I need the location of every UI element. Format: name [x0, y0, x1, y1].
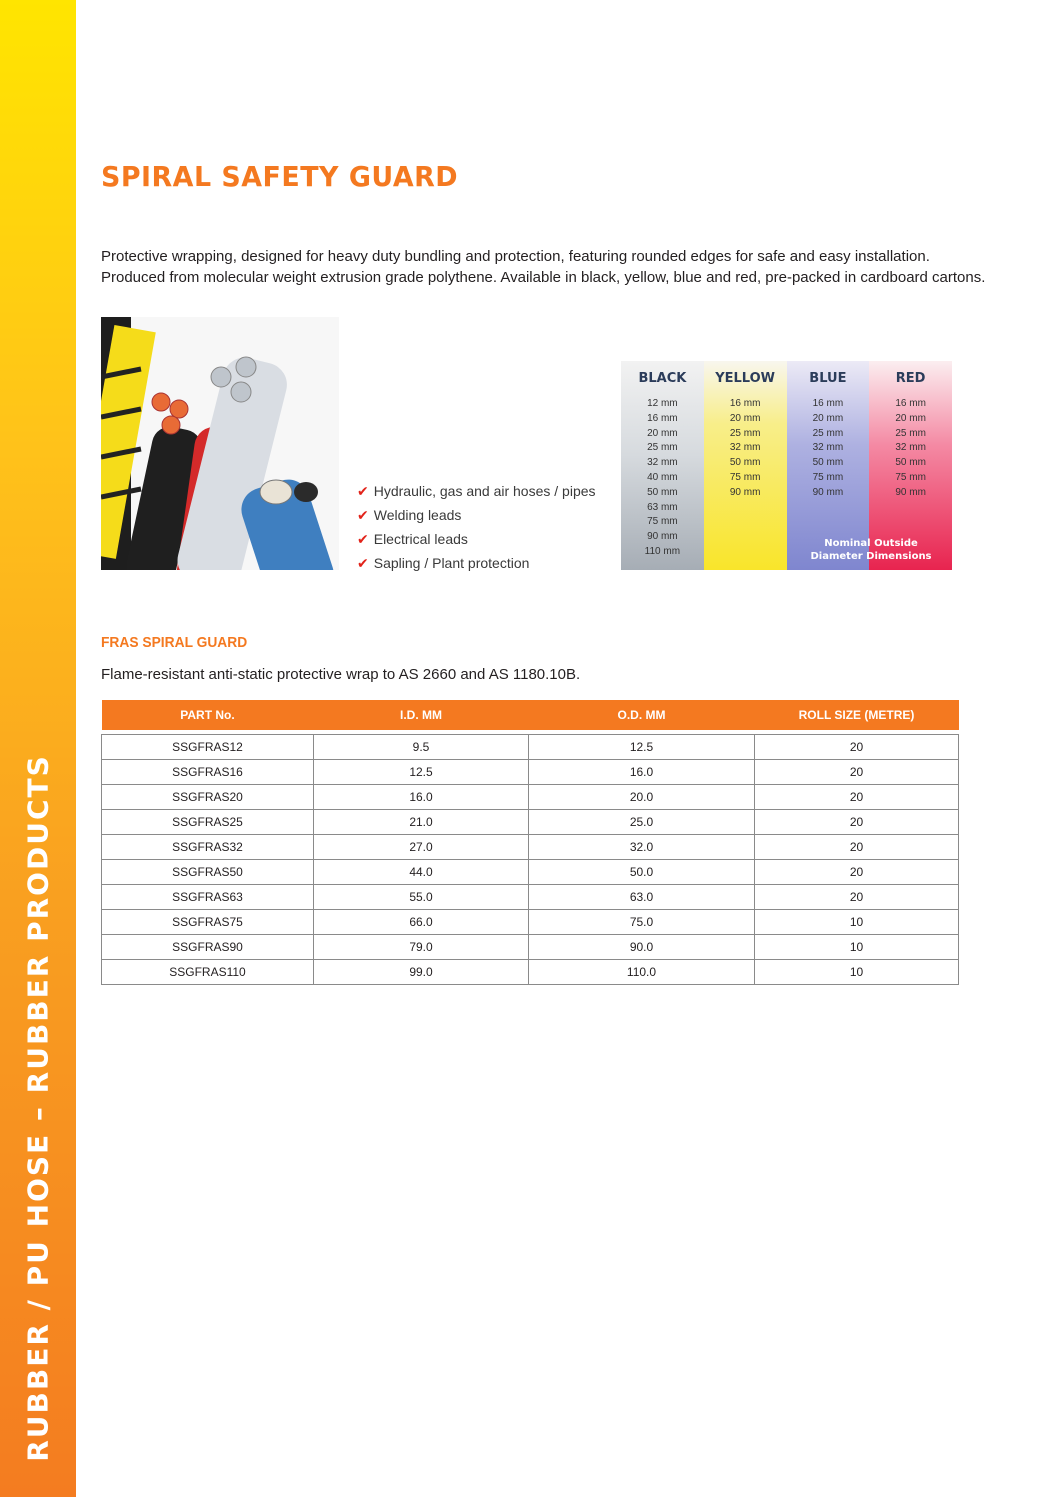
- checkmark-icon: ✔: [357, 507, 369, 523]
- od-cell: 32.0: [529, 835, 755, 860]
- size-list: [895, 397, 926, 501]
- note-line: Nominal Outside: [824, 538, 918, 549]
- roll-size-cell: 20: [755, 885, 959, 910]
- list-item: [357, 479, 596, 503]
- column-header: ROLL SIZE (METRE): [755, 700, 959, 730]
- part-number-cell: SSGFRAS12: [102, 735, 314, 760]
- size-value: 32 mm: [729, 442, 761, 454]
- table-row: [102, 835, 959, 860]
- spiral-guard-illustration: [101, 317, 339, 570]
- size-value: 75 mm: [812, 471, 844, 483]
- part-number-cell: SSGFRAS110: [102, 960, 314, 985]
- id-cell: 44.0: [314, 860, 529, 885]
- id-cell: 27.0: [314, 835, 529, 860]
- list-item: [357, 527, 596, 551]
- size-value: 25 mm: [647, 442, 678, 454]
- od-cell: 16.0: [529, 760, 755, 785]
- table-row: [102, 935, 959, 960]
- size-value: 20 mm: [812, 412, 844, 424]
- size-value: 16 mm: [729, 398, 761, 409]
- checkmark-icon: ✔: [357, 531, 369, 547]
- column-header: I.D. MM: [314, 700, 529, 730]
- list-item: [357, 551, 596, 575]
- part-number-cell: SSGFRAS32: [102, 835, 314, 860]
- color-column-black: [621, 361, 704, 570]
- side-banner-text: RUBBER / PU HOSE – RUBBER PRODUCTS: [21, 754, 55, 1462]
- note-line: Diameter Dimensions: [810, 551, 932, 562]
- part-number-cell: SSGFRAS20: [102, 785, 314, 810]
- table-row: [102, 885, 959, 910]
- table-row: [102, 810, 959, 835]
- intro-line-1: Protective wrapping, designed for heavy duty bundling and protection, featuring rounded edges for safe and easy installation.: [101, 248, 930, 265]
- size-value: 90 mm: [647, 531, 678, 543]
- list-item-label: Sapling / Plant protection: [373, 555, 530, 571]
- roll-size-cell: 10: [755, 960, 959, 985]
- product-photo: [101, 317, 339, 570]
- id-cell: 79.0: [314, 935, 529, 960]
- roll-size-cell: 20: [755, 860, 959, 885]
- list-item-label: Hydraulic, gas and air hoses / pipes: [373, 483, 596, 499]
- list-item-label: Electrical leads: [373, 531, 468, 547]
- roll-size-cell: 20: [755, 835, 959, 860]
- size-list: [813, 397, 844, 501]
- size-list: [730, 397, 761, 501]
- section-description: Flame-resistant anti-static protective wrap to AS 2660 and AS 1180.10B.: [101, 666, 581, 683]
- table-row: [102, 960, 959, 985]
- size-value: 25 mm: [895, 427, 926, 439]
- id-cell: 21.0: [314, 810, 529, 835]
- size-value: 75 mm: [895, 471, 926, 483]
- od-cell: 110.0: [529, 960, 755, 985]
- intro-text: [101, 246, 986, 288]
- section-title: FRAS SPIRAL GUARD: [101, 634, 248, 651]
- size-value: 32 mm: [895, 442, 926, 454]
- size-value: 25 mm: [729, 427, 761, 439]
- od-cell: 20.0: [529, 785, 755, 810]
- roll-size-cell: 10: [755, 910, 959, 935]
- list-item-label: Welding leads: [373, 507, 462, 523]
- size-value: 75 mm: [647, 516, 678, 528]
- intro-line-2: Produced from molecular weight extrusion grade polythene. Available in black, yellow, blue and red, pre-packed in cardboard cartons.: [101, 269, 986, 286]
- size-value: 75 mm: [729, 471, 761, 483]
- od-cell: 63.0: [529, 885, 755, 910]
- size-value: 20 mm: [729, 412, 761, 424]
- size-value: 20 mm: [895, 412, 926, 424]
- id-cell: 12.5: [314, 760, 529, 785]
- color-chart-note: [790, 537, 952, 563]
- table-row: [102, 760, 959, 785]
- side-banner: [0, 0, 76, 1497]
- table-header-row: [102, 700, 959, 730]
- size-value: 40 mm: [647, 471, 678, 483]
- part-number-cell: SSGFRAS75: [102, 910, 314, 935]
- roll-size-cell: 10: [755, 935, 959, 960]
- id-cell: 99.0: [314, 960, 529, 985]
- size-value: 16 mm: [647, 412, 678, 424]
- roll-size-cell: 20: [755, 735, 959, 760]
- size-value: 63 mm: [647, 501, 678, 513]
- part-number-cell: SSGFRAS50: [102, 860, 314, 885]
- column-header: O.D. MM: [529, 700, 755, 730]
- checkmark-icon: ✔: [357, 483, 369, 499]
- size-value: 50 mm: [812, 457, 844, 469]
- size-value: 50 mm: [895, 457, 926, 469]
- size-value: 16 mm: [895, 398, 926, 409]
- size-list: [645, 397, 680, 560]
- size-value: 50 mm: [647, 486, 678, 498]
- size-value: 32 mm: [647, 457, 678, 469]
- id-cell: 9.5: [314, 735, 529, 760]
- table-row: [102, 735, 959, 760]
- size-value: 90 mm: [895, 486, 926, 498]
- applications-list: [357, 479, 596, 575]
- od-cell: 75.0: [529, 910, 755, 935]
- od-cell: 25.0: [529, 810, 755, 835]
- page-title: SPIRAL SAFETY GUARD: [101, 160, 459, 193]
- roll-size-cell: 20: [755, 760, 959, 785]
- part-number-cell: SSGFRAS63: [102, 885, 314, 910]
- id-cell: 55.0: [314, 885, 529, 910]
- color-column-heading: BLUE: [809, 371, 847, 386]
- size-value: 12 mm: [647, 398, 678, 409]
- od-cell: 90.0: [529, 935, 755, 960]
- table-row: [102, 860, 959, 885]
- spec-table: [101, 700, 959, 985]
- size-value: 50 mm: [729, 457, 761, 469]
- part-number-cell: SSGFRAS25: [102, 810, 314, 835]
- size-value: 32 mm: [812, 442, 844, 454]
- column-header: PART No.: [102, 700, 314, 730]
- roll-size-cell: 20: [755, 810, 959, 835]
- id-cell: 66.0: [314, 910, 529, 935]
- part-number-cell: SSGFRAS16: [102, 760, 314, 785]
- size-value: 90 mm: [812, 486, 844, 498]
- size-value: 16 mm: [812, 398, 844, 409]
- table-row: [102, 910, 959, 935]
- color-column-yellow: [704, 361, 787, 570]
- od-cell: 12.5: [529, 735, 755, 760]
- table-row: [102, 785, 959, 810]
- color-column-heading: YELLOW: [715, 371, 776, 386]
- size-value: 90 mm: [729, 486, 761, 498]
- id-cell: 16.0: [314, 785, 529, 810]
- color-column-heading: RED: [895, 371, 926, 386]
- size-value: 20 mm: [647, 427, 678, 439]
- checkmark-icon: ✔: [357, 555, 369, 571]
- part-number-cell: SSGFRAS90: [102, 935, 314, 960]
- od-cell: 50.0: [529, 860, 755, 885]
- size-value: 110 mm: [644, 545, 681, 557]
- color-column-heading: BLACK: [638, 371, 687, 386]
- list-item: [357, 503, 596, 527]
- roll-size-cell: 20: [755, 785, 959, 810]
- size-value: 25 mm: [812, 427, 844, 439]
